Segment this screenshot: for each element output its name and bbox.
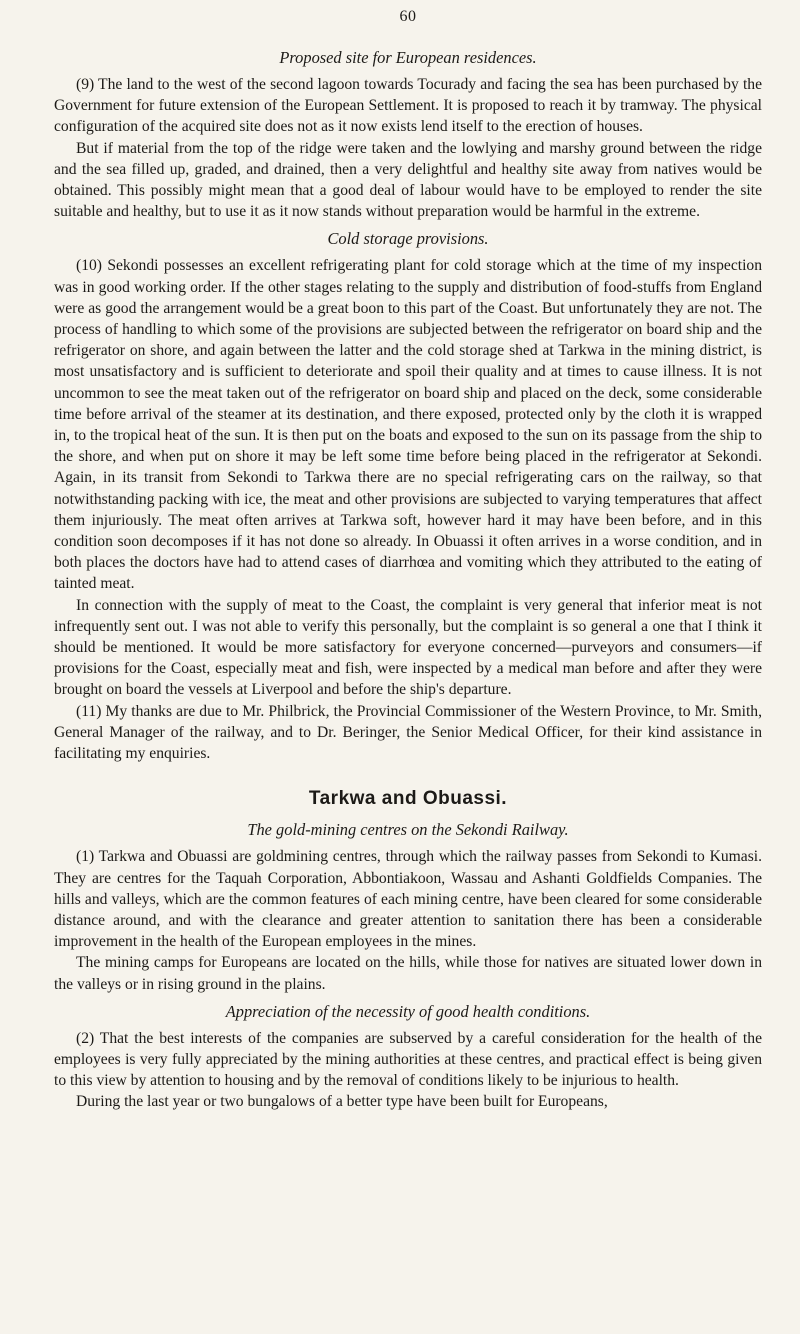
appreciation-heading: Appreciation of the necessity of good health conditions.: [225, 1001, 591, 1021]
paragraph: (11) My thanks are due to Mr. Philbrick, the Provincial Commissioner of the Western Province, to Mr. Smith, General Manager of the railway, and to Dr. Beringer, the Senior Medical Officer, for their kind assistance in facilitating my enquiries.: [54, 702, 762, 763]
paragraph: (2) That the best interests of the companies are subserved by a careful consideration for the health of the employees is very fully appreciated by the mining authorities at these centres, and practical effect is being given to this view by attention to housing and by the removal of conditions likely to be injurious to health.: [54, 1029, 762, 1090]
page-number: 60: [399, 8, 417, 25]
gold-mining-heading: The gold-mining centres on the Sekondi Railway.: [247, 820, 569, 840]
paragraph: During the last year or two bungalows of a better type have been built for Europeans,: [76, 1093, 608, 1111]
paragraph: The mining camps for Europeans are located on the hills, while those for natives are situated lower down in the valleys or in rising ground in the plains.: [54, 954, 762, 993]
proposed-site-heading: Proposed site for European residences.: [279, 48, 537, 67]
paragraph: But if material from the top of the ridge were taken and the lowlying and marshy ground between the ridge and the sea filled up, graded, and drained, then a very delightful and healthy site away from natives would be obtained. This possibly might mean that a good deal of labour would have to be employed to render the site suitable and healthy, but to use it as it now stands without preparation would be harmful in the extreme.: [54, 139, 762, 221]
cold-storage-heading: Cold storage provisions.: [327, 229, 489, 249]
paragraph: In connection with the supply of meat to the Coast, the complaint is very general that inferior meat is not infrequently sent out. I was not able to verify this personally, but the complaint is so general a one that I think it should be mentioned. It would be more satisfactory for everyone concerned—purveyors and consumers—if provisions for the Coast, especially meat and fish, were inspected by a medical man before and after they were brought on board the vessels at Liverpool and before the ship's departure.: [54, 596, 762, 699]
paragraph: (9) The land to the west of the second lagoon towards Tocurady and facing the sea has been purchased by the Government for future extension of the European Settlement. It is proposed to reach it by tramway. The physical configuration of the acquired site does not as it now exists lend itself to the erection of houses.: [54, 76, 762, 136]
paragraph: (10) Sekondi possesses an excellent refrigerating plant for cold storage which at the time of my inspection was in good working order. If the other stages relating to the supply and distribution of food-stuffs from England were as good the arrangement would be a great boon to this part of the Coast. But unfortunately they are not. The process of handling to which some of the provisions are subjected between the refrigerator on board ship and the refrigerator on shore, and again between the latter and the cold storage shed at Tarkwa in the mining district, is most unsatisfactory and is sufficient to deteriorate and spoil their quality and at times to cause illness. It is not uncommon to see the meat taken out of the refrigerator on board ship and placed on the deck, some considerable time before arrival of the steamer at its destination, and there exposed, protected only by the cloth it is wrapped in, to the tropical heat of the sun. It is then put on the boats and exposed to the sun on its passage from the ship to the shore, and when put on shore it may be left some time before being placed in the refrigerator at Sekondi. Again, in its transit from Sekondi to Tarkwa there are no special refrigerating cars on the railway, so that notwithstanding packing with ice, the meat and other provisions are subjected to varying temperatures that affect them injuriously. The meat often arrives at Tarkwa soft, however hard it may have been before, and in this condition soon decomposes if it has not done so already. In Obuassi it often arrives in a worse condition, and in both places the doctors have had to attend cases of diarrhœa and vomiting which they attributed to the eating of tainted meat.: [54, 257, 762, 593]
paragraph: (1) Tarkwa and Obuassi are goldmining centres, through which the railway passes from Sekondi to Kumasi. They are centres for the Taquah Corporation, Abbontiakoon, Wassau and Ashanti Goldfields Companies. The hills and valleys, which are the common features of each mining centre, have been cleared for some considerable distance around, and with the clearance and greater attention to sanitation there has been a considerable improvement in the health of the European employees in the mines.: [54, 848, 762, 951]
section-title: Tarkwa and Obuassi.: [308, 788, 508, 810]
